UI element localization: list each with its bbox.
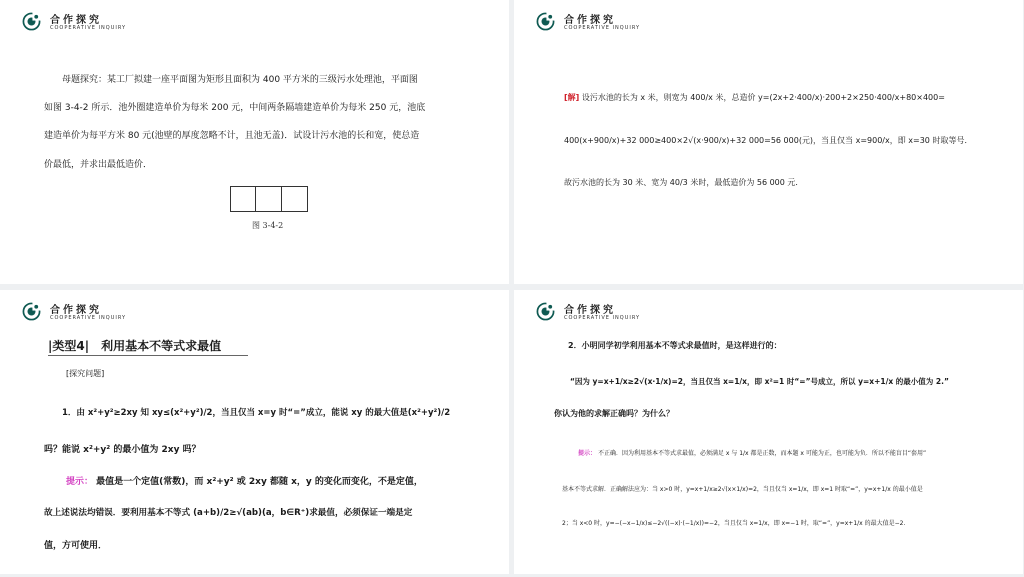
hint-2-line-3: 2；当 x<0 时，y=−(−x−1/x)≤−2√((−x)·(−1/x))=−2，当且仅当 x=1/x，即 x=−1 时，取“=”，y=x+1/x 的最大值是−2.	[562, 520, 906, 527]
hint-line-2: 故上述说法均错误．要利用基本不等式 (a+b)/2≥√(ab)(a，b∈R⁺)求最值，必须保证一端是定	[44, 508, 413, 518]
problem-line-4: 价最低，并求出最低造价．	[44, 160, 153, 170]
header-subtitle: COOPERATIVE INQUIRY	[50, 315, 127, 321]
logo-icon	[536, 302, 555, 321]
heading-underline	[48, 355, 248, 356]
problem-line-2: 如图 3-4-2 所示．池外圈建造单价为每米 200 元，中间两条隔墙建造单价为每米 250 元，池底	[44, 103, 426, 113]
divider-wall	[255, 187, 256, 211]
problem-line-3: 建造单价为每平方米 80 元(池壁的厚度忽略不计，且池无盖)．试设计污水池的长和宽，使总造	[44, 131, 420, 141]
logo-icon	[536, 12, 555, 31]
section-heading: |类型4| 利用基本不等式求最值	[48, 339, 222, 353]
header-title: 合作探究	[564, 305, 616, 316]
hint-label: 提示：	[578, 450, 597, 457]
problem-line-1: 母题探究：某工厂拟建一座平面图为矩形且面积为 400 平方米的三级污水处理池，平面图	[62, 75, 418, 85]
explore-tag: [探究问题]	[66, 369, 105, 378]
header-title: 合作探究	[50, 15, 102, 26]
slide-1	[0, 0, 509, 284]
question-line-2: 吗？能说 x²+y² 的最小值为 2xy 吗？	[44, 445, 201, 455]
solution-line-1	[564, 92, 945, 103]
slide-4	[514, 290, 1023, 574]
hint-2-line-2: 基本不等式求解．正确解法应为：当 x>0 时，y=x+1/x≥2√(x×1/x)=2，当且仅当 x=1/x，即 x=1 时取“=”，y=x+1/x 的最小值是	[562, 486, 923, 493]
question-2-line-2: “因为 y=x+1/x≥2√(x·1/x)=2，当且仅当 x=1/x，即 x²=1 时“=”号成立，所以 y=x+1/x 的最小值为 2.”	[570, 377, 949, 386]
figure-caption: 图 3-4-2	[252, 221, 284, 230]
question-2-line-3: 你认为他的求解正确吗？为什么？	[554, 409, 674, 418]
header-subtitle: COOPERATIVE INQUIRY	[564, 25, 641, 31]
question-line-1: 1．由 x²+y²≥2xy 知 xy≤(x²+y²)/2，当且仅当 x=y 时“=”成立，能说 xy 的最大值是(x²+y²)/2	[62, 408, 451, 418]
solution-line-3: 故污水池的长为 30 米、宽为 40/3 米时，最低造价为 56 000 元．	[564, 178, 804, 187]
hint-line-1	[66, 474, 423, 487]
header-title: 合作探究	[50, 305, 102, 316]
header-title: 合作探究	[564, 15, 616, 26]
hint-line-3: 值，方可使用．	[44, 541, 108, 551]
hint-2-line-1	[578, 448, 926, 457]
question-2-line-1: 2．小明同学初学利用基本不等式求最值时，是这样进行的：	[568, 341, 782, 350]
logo-icon	[22, 302, 41, 321]
pool-diagram	[230, 186, 308, 212]
solution-line-2: 400(x+900/x)+32 000≥400×2√(x·900/x)+32 000=56 000(元)，当且仅当 x=900/x，即 x=30 时取等号．	[564, 136, 973, 145]
slide-3	[0, 290, 509, 574]
solution-text-1: 设污水池的长为 x 米，则宽为 400/x 米，总造价 y=(2x+2·400/x)·200+2×250·400/x+80×400=	[581, 93, 945, 102]
logo-icon	[22, 12, 41, 31]
divider-wall	[281, 187, 282, 211]
hint-2-text-1: 不正确．因为利用基本不等式求最值，必须满足 x 与 1/x 都是正数，而本题 x 可能为正，也可能为负．所以不能盲目“套用”	[597, 450, 927, 457]
header-subtitle: COOPERATIVE INQUIRY	[50, 25, 127, 31]
slide-2	[514, 0, 1023, 284]
hint-text-1: 最值是一个定值(常数)，而 x²+y² 或 2xy 都随 x，y 的变化而变化，不是定值，	[96, 477, 423, 487]
hint-label: 提示：	[66, 477, 94, 487]
header-subtitle: COOPERATIVE INQUIRY	[564, 315, 641, 321]
solution-tag: [解]	[564, 93, 580, 102]
